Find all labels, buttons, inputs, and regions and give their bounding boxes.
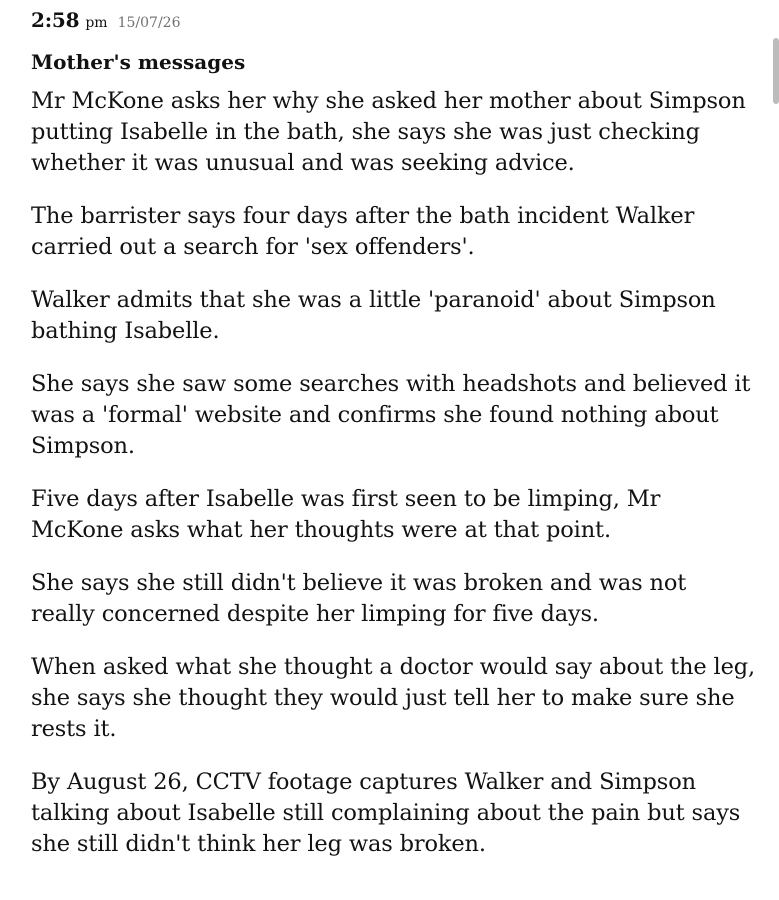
paragraph: She says she still didn't believe it was broken and was not really concerned despite her limping for five days. (31, 570, 687, 627)
paragraph: Five days after Isabelle was first seen to be limping, Mr McKone asks what her thoughts were at that point. (31, 486, 661, 543)
live-blog-entry (31, 0, 756, 882)
paragraph: Walker admits that she was a little 'paranoid' about Simpson bathing Isabelle. (31, 287, 716, 344)
paragraph: By August 26, CCTV footage captures Walker and Simpson talking about Isabelle still complaining about the pain but says she still didn't think her leg was broken. (31, 769, 741, 857)
paragraph: Mr McKone asks her why she asked her mother about Simpson putting Isabelle in the bath, she says she was just checking whether it was unusual and was seeking advice. (31, 88, 746, 176)
entry-ampm: pm (85, 15, 108, 31)
scrollbar-thumb[interactable] (773, 38, 779, 104)
entry-date: 15/07/26 (117, 15, 181, 31)
entry-heading: Mother's messages (31, 50, 246, 74)
entry-body (31, 86, 756, 860)
entry-timestamp (31, 8, 756, 36)
paragraph: The barrister says four days after the bath incident Walker carried out a search for 'sex offenders'. (31, 203, 695, 260)
paragraph: She says she saw some searches with headshots and believed it was a 'formal' website and confirms she found nothing about Simpson. (31, 371, 751, 459)
entry-time: 2:58 (31, 8, 80, 32)
paragraph: When asked what she thought a doctor would say about the leg, she says she thought they would just tell her to make sure she rests it. (31, 654, 756, 742)
